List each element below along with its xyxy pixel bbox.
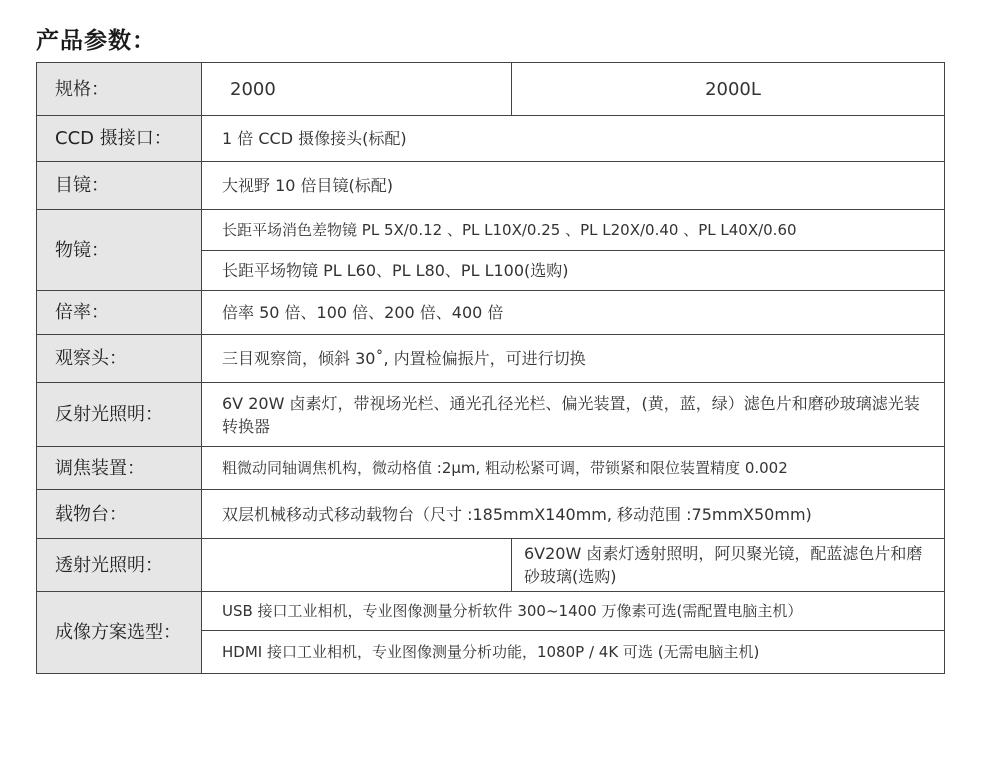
row-label-head: 观察头：: [37, 335, 202, 383]
table-row-imaging-1: [37, 592, 945, 631]
table-row-eyepiece: [37, 162, 945, 210]
row-label-transmitted: 透射光照明：: [37, 539, 202, 592]
row-value-imaging-usb: USB 接口工业相机，专业图像测量分析软件 300~1400 万像素可选(需配置电脑主机）: [202, 592, 945, 631]
row-value-objective-1: 长距平场消色差物镜 PL 5X/0.12 、PL L10X/0.25 、PL L20X/0.40 、PL L40X/0.60: [202, 210, 945, 251]
row-value-transmitted-empty: [202, 539, 512, 592]
table-row-transmitted: [37, 539, 945, 592]
table-row-head: [37, 335, 945, 383]
page-title: 产品参数：: [36, 28, 156, 54]
row-value-ccd: 1 倍 CCD 摄像接头(标配): [202, 116, 945, 162]
table-row-ccd: [37, 116, 945, 162]
row-value-objective-2: 长距平场物镜 PL L60、PL L80、PL L100(选购): [202, 251, 945, 291]
spec-value-2000l: 2000L: [512, 63, 945, 116]
table-row-reflected: [37, 383, 945, 447]
row-label-focus: 调焦装置：: [37, 447, 202, 490]
table-row-stage: [37, 490, 945, 539]
row-value-magnification: 倍率 50 倍、100 倍、200 倍、400 倍: [202, 291, 945, 335]
row-value-focus: 粗微动同轴调焦机构，微动格值 :2μm, 粗动松紧可调，带锁紧和限位装置精度 0.002: [202, 447, 945, 490]
row-value-transmitted: 6V20W 卤素灯透射照明，阿贝聚光镜，配蓝滤色片和磨砂玻璃(选购): [512, 539, 945, 592]
table-row-objective-1: [37, 210, 945, 251]
table-row-focus: [37, 447, 945, 490]
row-label-stage: 载物台：: [37, 490, 202, 539]
row-label-ccd: CCD 摄接口：: [37, 116, 202, 162]
row-value-reflected: 6V 20W 卤素灯，带视场光栏、通光孔径光栏、偏光装置，(黄，蓝，绿）滤色片和磨砂玻璃滤光装转换器: [202, 383, 945, 447]
row-label-imaging: 成像方案选型：: [37, 592, 202, 674]
row-label-magnification: 倍率：: [37, 291, 202, 335]
row-label-eyepiece: 目镜：: [37, 162, 202, 210]
table-row-spec: [37, 63, 945, 116]
row-value-head: 三目观察筒，倾斜 30˚, 内置检偏振片，可进行切换: [202, 335, 945, 383]
row-value-eyepiece: 大视野 10 倍目镜(标配): [202, 162, 945, 210]
spec-value-2000: 2000: [202, 63, 512, 116]
table-row-magnification: [37, 291, 945, 335]
row-label-spec: 规格：: [37, 63, 202, 116]
row-label-objective: 物镜：: [37, 210, 202, 291]
row-label-reflected: 反射光照明：: [37, 383, 202, 447]
row-value-stage: 双层机械移动式移动载物台（尺寸 :185mmX140mm, 移动范围 :75mmX50mm): [202, 490, 945, 539]
row-value-imaging-hdmi: HDMI 接口工业相机，专业图像测量分析功能，1080P / 4K 可选 (无需电脑主机): [202, 631, 945, 674]
product-spec-table: [36, 62, 945, 674]
